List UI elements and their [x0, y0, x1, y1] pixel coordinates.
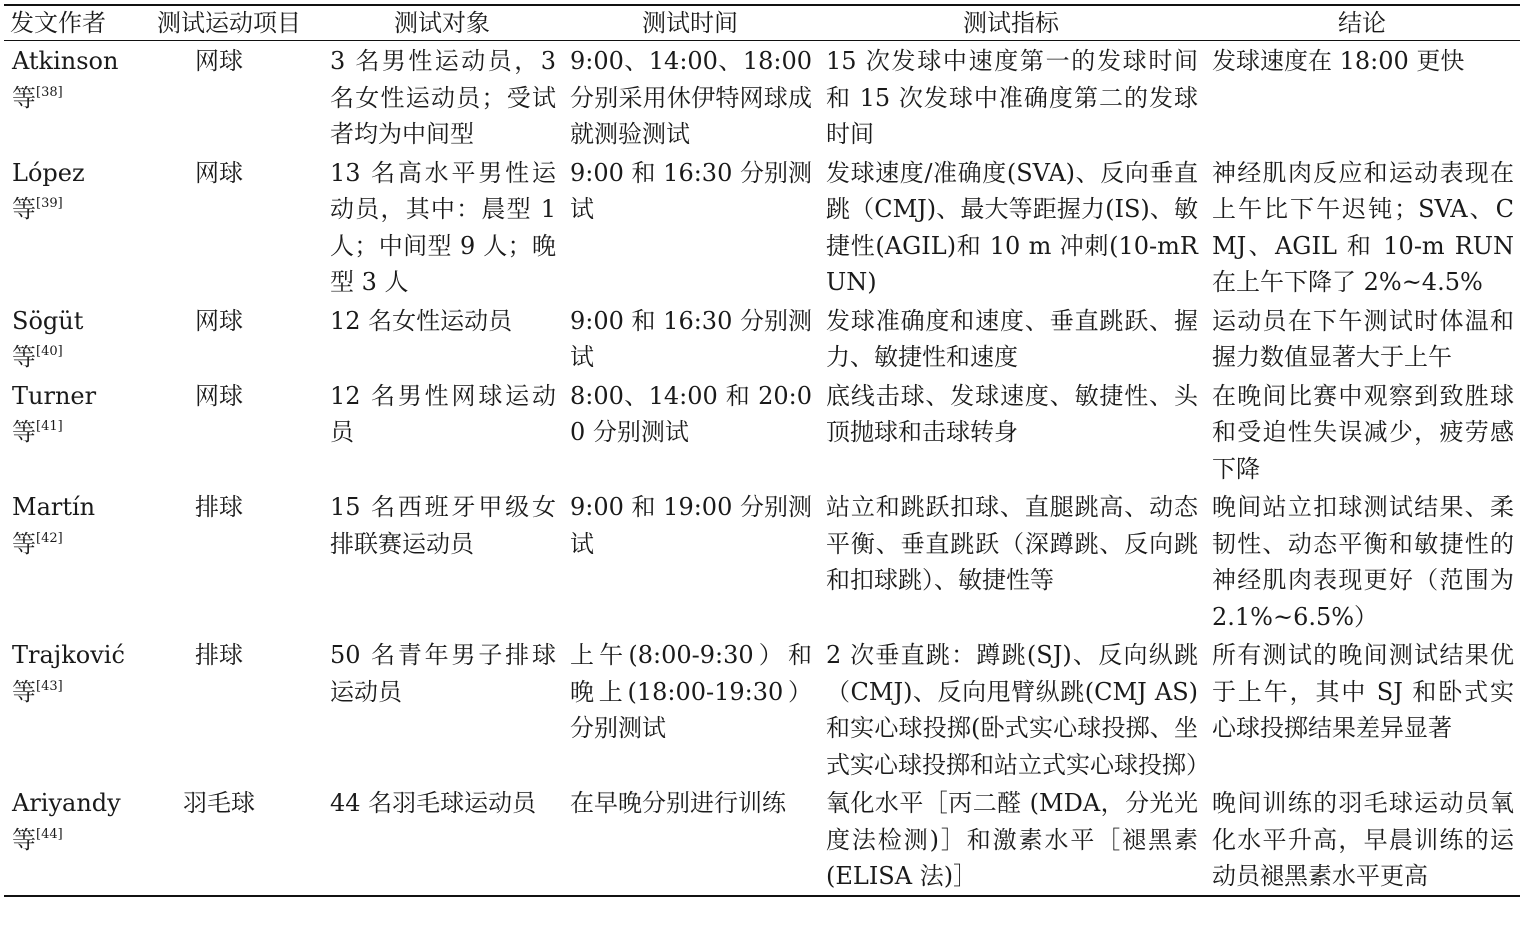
author-etal: [12, 822, 130, 859]
cell-author: [4, 487, 136, 635]
table-row: [4, 301, 1520, 376]
author-etal-text: 等: [12, 677, 36, 706]
cell-sport: 排球: [195, 641, 243, 669]
author-name: Turner: [12, 381, 97, 410]
author-etal-text: 等: [12, 529, 36, 558]
author-etal-text: 等: [12, 825, 36, 854]
cell-indicators: 2 次垂直跳：蹲跳(SJ)、反向纵跳（CMJ)、反向甩臂纵跳(CMJ AS)和实心球投掷(卧式实心球投掷、坐式实心球投掷和站立式实心球投掷）: [826, 641, 1210, 779]
table-row: [4, 783, 1520, 896]
header-sport: 测试运动项目: [136, 5, 322, 41]
reference-number: [42]: [36, 530, 63, 546]
cell-indicators: 氧化水平［丙二醛 (MDA，分光光度法检测)］和激素水平［褪黑素 (ELISA 法)］: [818, 783, 1204, 896]
cell-author: [4, 41, 136, 153]
header-author: 发文作者: [4, 5, 136, 41]
author-etal: [12, 80, 130, 117]
cell-conclusion: 运动员在下午测试时体温和握力数值显著大于上午: [1212, 306, 1514, 371]
cell-author: [4, 153, 136, 301]
header-subjects: 测试对象: [322, 5, 562, 41]
table-row: [4, 635, 1520, 783]
author-etal: [12, 674, 130, 711]
cell-sport: 网球: [195, 381, 243, 410]
cell-sport: 排球: [195, 493, 243, 521]
header-conclusion: 结论: [1204, 5, 1520, 41]
cell-indicators: 15 次发球中速度第一的发球时间和 15 次发球中准确度第二的发球时间: [826, 47, 1198, 148]
cell-test-time: 9:00 和 16:30 分别测试: [570, 306, 812, 371]
cell-subjects: 12 名女性运动员: [330, 306, 513, 335]
header-time: 测试时间: [562, 5, 818, 41]
cell-subjects: 15 名西班牙甲级女排联赛运动员: [330, 493, 556, 558]
cell-sport: 网球: [195, 306, 243, 335]
table-row: [4, 487, 1520, 635]
author-name: López: [12, 158, 85, 187]
author-name: Trajković: [12, 641, 125, 669]
reference-number: [41]: [36, 419, 63, 434]
author-name: Ariyandy: [12, 789, 121, 817]
reference-number: [39]: [36, 196, 63, 211]
cell-subjects: 44 名羽毛球运动员: [322, 783, 562, 896]
author-etal-text: 等: [12, 83, 36, 112]
cell-indicators: 站立和跳跃扣球、直腿跳高、动态平衡、垂直跳跃（深蹲跳、反向跳和扣球跳）、敏捷性等: [826, 493, 1198, 594]
cell-author: [4, 376, 136, 488]
author-etal: [12, 191, 130, 228]
cell-test-time: 9:00 和 16:30 分别测试: [570, 158, 812, 223]
table-body: [4, 41, 1520, 896]
cell-subjects: 12 名男性网球运动员: [330, 381, 556, 446]
author-etal-text: 等: [12, 418, 36, 446]
reference-number: [44]: [36, 826, 63, 842]
cell-subjects: 50 名青年男子排球运动员: [330, 641, 556, 706]
cell-author: [4, 635, 136, 783]
reference-number: [38]: [36, 84, 63, 100]
author-etal: [12, 526, 130, 563]
cell-author: [4, 783, 136, 896]
cell-sport: 网球: [195, 47, 243, 75]
cell-test-time: 上午(8:00-9:30）和晚上(18:00-19:30）分别测试: [570, 641, 812, 742]
reference-number: [43]: [36, 678, 63, 694]
cell-indicators: 底线击球、发球速度、敏捷性、头顶抛球和击球转身: [826, 381, 1198, 446]
cell-author: [4, 301, 136, 376]
cell-test-time: 8:00、14:00 和 20:00 分别测试: [570, 381, 812, 446]
research-summary-table-container: [4, 4, 1520, 897]
author-etal-text: 等: [12, 343, 36, 371]
cell-test-time: 9:00 和 19:00 分别测试: [570, 493, 812, 558]
author-name: Martín: [12, 493, 96, 521]
cell-test-time: 在早晚分别进行训练: [562, 783, 818, 896]
table-header-row: [4, 5, 1520, 41]
author-etal-text: 等: [12, 195, 36, 223]
table-row: [4, 153, 1520, 301]
cell-conclusion: 晚间训练的羽毛球运动员氧化水平升高，早晨训练的运动员褪黑素水平更高: [1204, 783, 1520, 896]
cell-indicators: 发球准确度和速度、垂直跳跃、握力、敏捷性和速度: [826, 306, 1198, 371]
author-name: Atkinson: [12, 47, 119, 75]
cell-indicators: 发球速度/准确度(SVA)、反向垂直跳（CMJ)、最大等距握力(IS)、敏捷性(AGIL)和 10 m 冲刺(10-mRUN): [826, 158, 1198, 296]
cell-conclusion: 发球速度在 18:00 更快: [1212, 47, 1465, 75]
cell-sport: 羽毛球: [136, 783, 322, 896]
table-row: [4, 41, 1520, 153]
cell-conclusion: 在晚间比赛中观察到致胜球和受迫性失误减少，疲劳感下降: [1212, 381, 1514, 483]
author-etal: [12, 414, 130, 451]
cell-test-time: 9:00、14:00、18:00 分别采用休伊特网球成就测验测试: [570, 47, 812, 148]
header-indicators: 测试指标: [818, 5, 1204, 41]
cell-conclusion: 神经肌肉反应和运动表现在上午比下午迟钝；SVA、CMJ、AGIL 和 10-m RUN 在上午下降了 2%~4.5%: [1212, 158, 1514, 296]
cell-conclusion: 所有测试的晚间测试结果优于上午，其中 SJ 和卧式实心球投掷结果差异显著: [1212, 641, 1514, 742]
research-summary-table: [4, 4, 1520, 897]
table-row: [4, 376, 1520, 488]
cell-conclusion: 晚间站立扣球测试结果、柔韧性、动态平衡和敏捷性的神经肌肉表现更好（范围为 2.1%~6.5%）: [1212, 493, 1514, 631]
author-etal: [12, 339, 130, 376]
reference-number: [40]: [36, 344, 63, 359]
cell-sport: 网球: [195, 158, 243, 187]
author-name: Sögüt: [12, 306, 84, 335]
cell-subjects: 3 名男性运动员，3 名女性运动员；受试者均为中间型: [330, 47, 556, 148]
cell-subjects: 13 名高水平男性运动员，其中：晨型 1 人；中间型 9 人；晚型 3 人: [330, 158, 556, 296]
